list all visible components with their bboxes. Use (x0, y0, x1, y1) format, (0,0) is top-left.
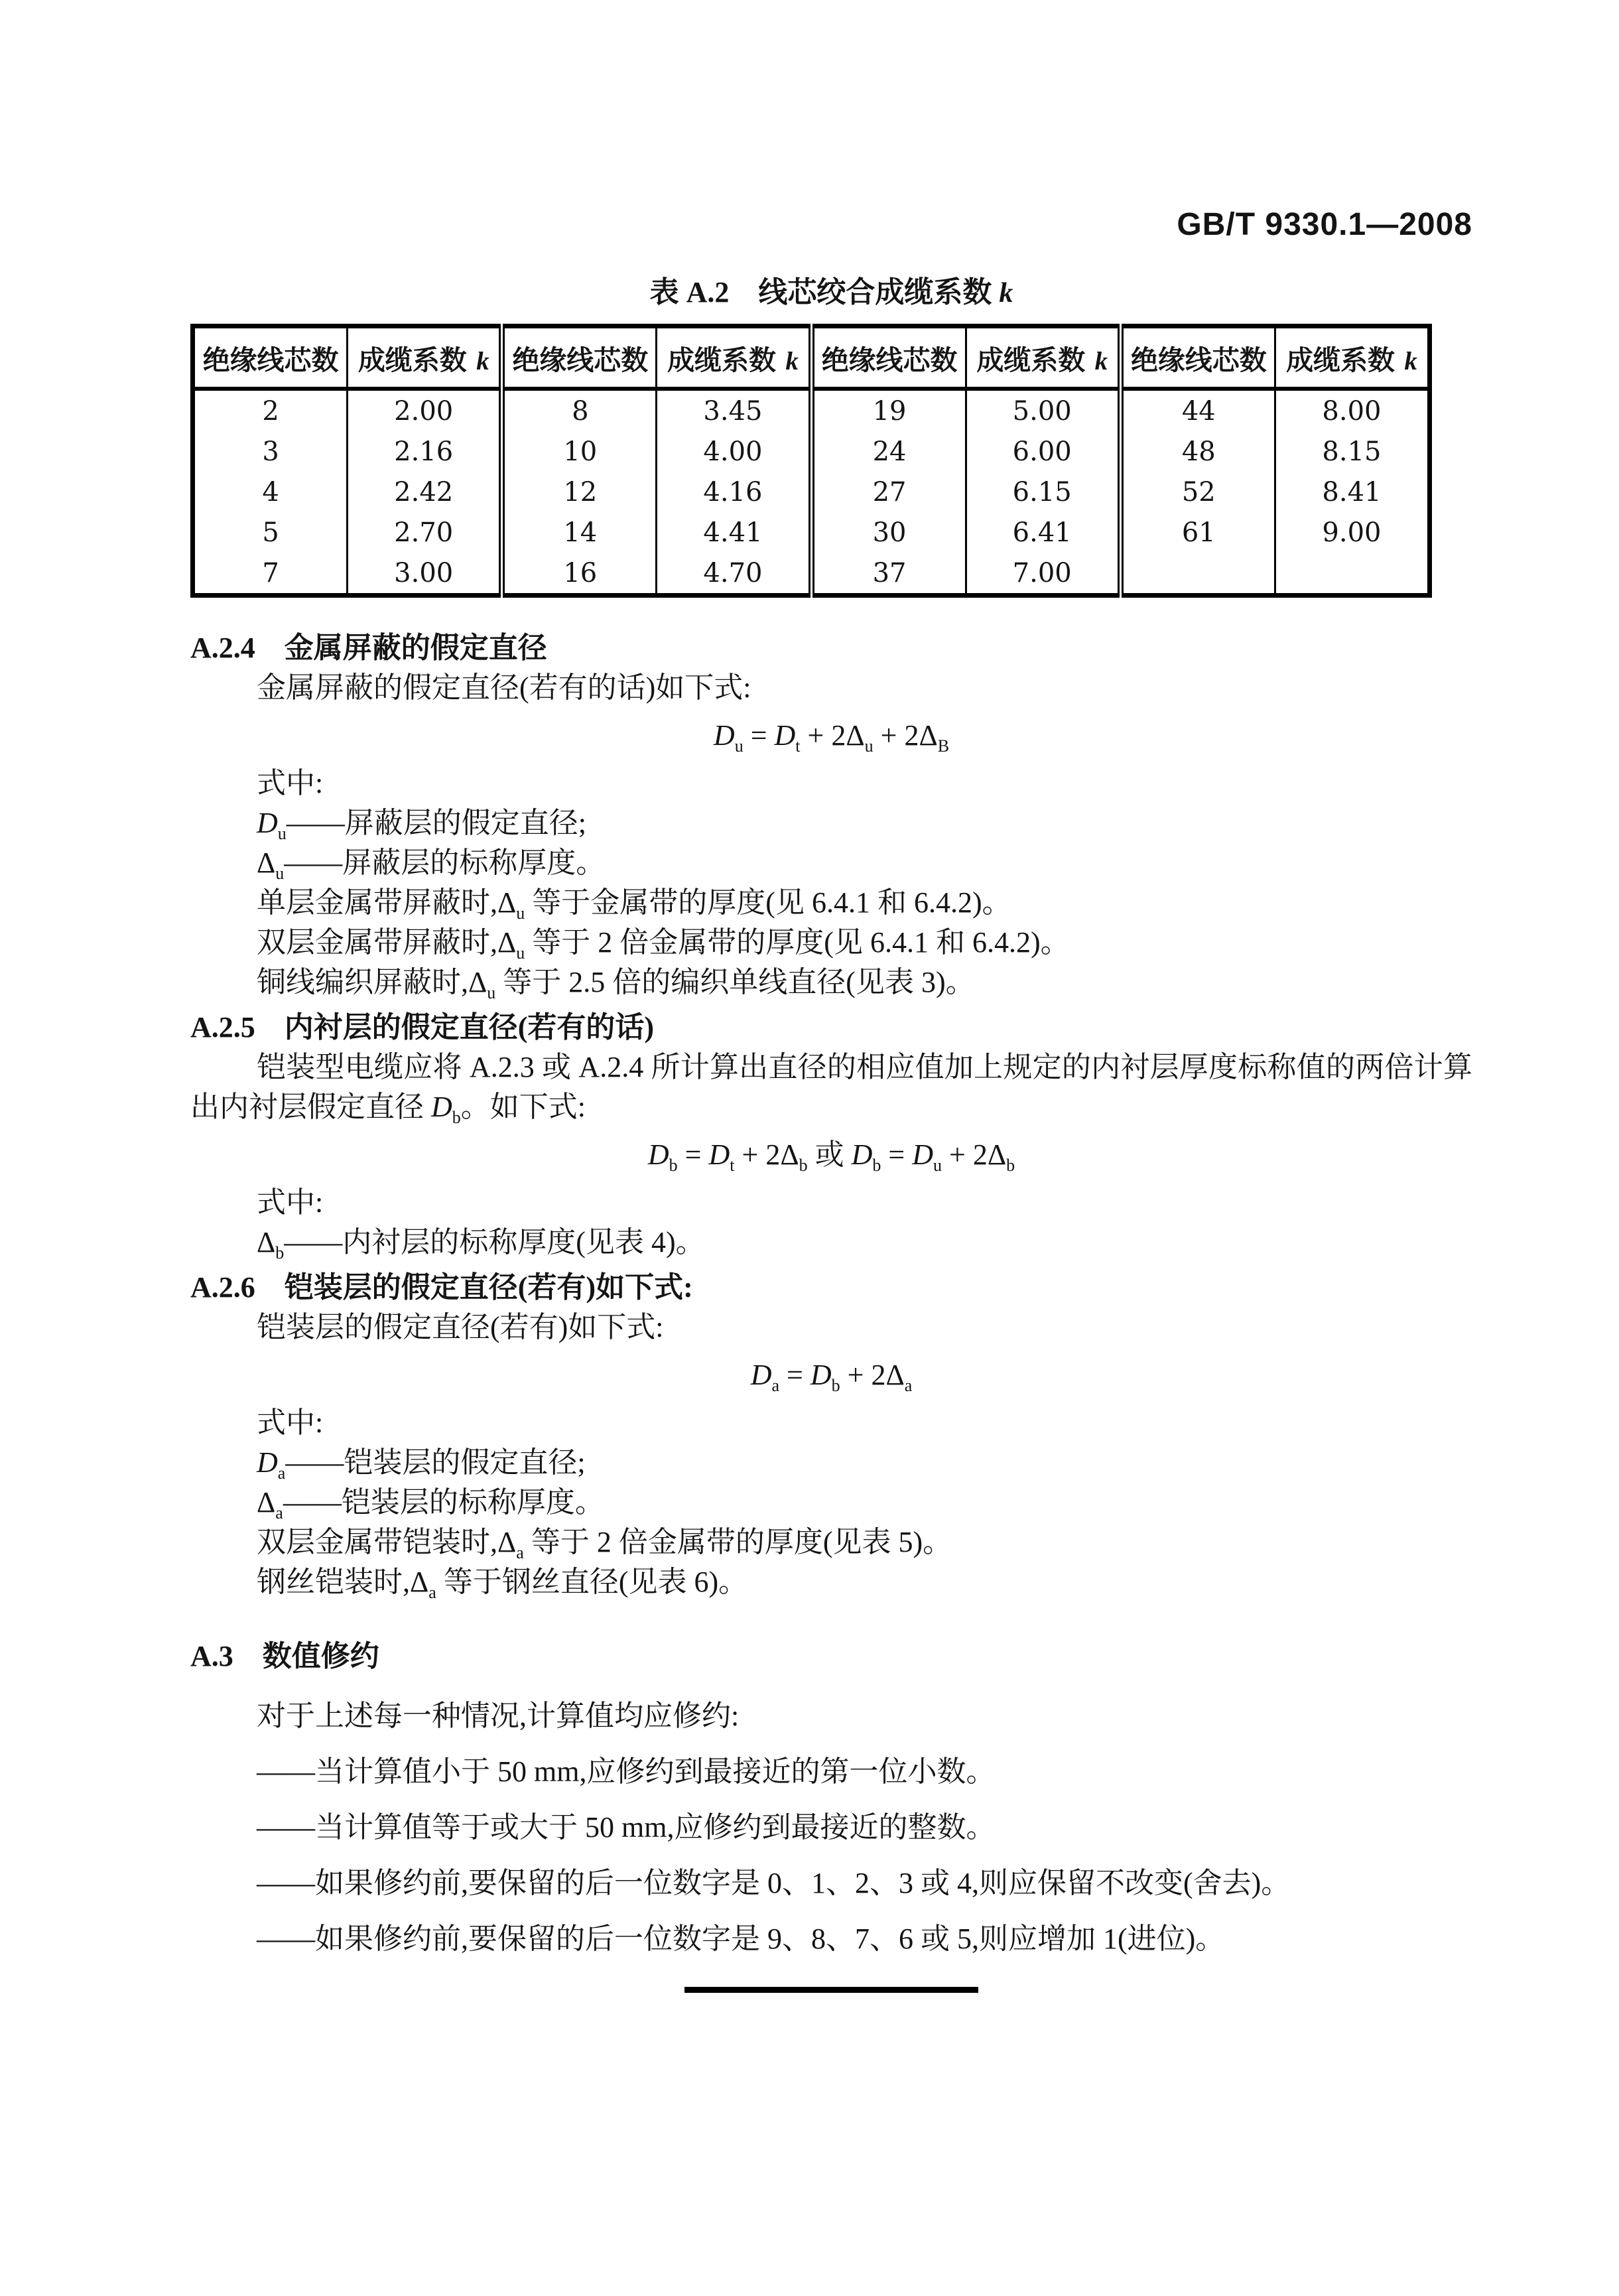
column-header: 成缆系数 k (657, 326, 811, 389)
column-header: 成缆系数 k (966, 326, 1120, 389)
table-cell: 10 (502, 431, 657, 472)
table-cell: 8 (502, 389, 657, 431)
table-cell: 5 (262, 517, 279, 548)
paragraph: 铠装层的假定直径(若有)如下式: (257, 1311, 664, 1343)
table-cell: 4 (262, 476, 279, 507)
table-cell: 3.45 (657, 389, 811, 431)
table-cell: 12 (502, 472, 657, 512)
paragraph: 对于上述每一种情况,计算值均应修约: (257, 1700, 740, 1732)
table-cell: 6.41 (966, 512, 1120, 553)
table-cell: 7.00 (966, 553, 1120, 596)
table-cell: 6.15 (966, 472, 1120, 512)
doc-number-header: GB/T 9330.1—2008 (1177, 207, 1472, 242)
table-row (193, 553, 1430, 596)
table-cell: 2.70 (348, 512, 502, 553)
section-heading: A.2.6 铠装层的假定直径(若有)如下式: (190, 1271, 693, 1304)
paragraph: $\Delta_a——$铠装层的标称厚度。 (257, 1486, 604, 1522)
paragraph: 双层金属带铠装时$,\Delta_a$ 等于 2 倍金属带的厚度(见表 5)。 (257, 1526, 952, 1562)
section-heading: A.2.5 内衬层的假定直径(若有的话) (190, 1011, 655, 1044)
formula-expression: $D_b = D_t + 2\Delta_b$ 或 $D_b = D_u + 2\Delta_b$ (647, 1138, 1015, 1175)
section-heading: A.3 数值修约 (190, 1640, 379, 1672)
table-cell: 61 (1120, 512, 1275, 553)
table-cell: 4.41 (657, 512, 811, 553)
end-divider (684, 1987, 978, 1993)
column-header: 成缆系数 k (1275, 326, 1429, 389)
table-body (193, 389, 1430, 596)
document-body (190, 628, 1472, 1959)
column-header: 绝缘线芯数 (1120, 326, 1275, 389)
table-cell: 52 (1120, 472, 1275, 512)
formula-expression: $D_a = D_b + 2\Delta_a$ (750, 1359, 913, 1395)
paragraph: 式中: (257, 767, 324, 799)
table-caption: 表 A.2 线芯绞合成缆系数 k (649, 276, 1013, 308)
table-cell: 19 (811, 389, 966, 431)
paragraph: 金属屏蔽的假定直径(若有的话)如下式: (257, 671, 751, 704)
table-cell: 2.00 (348, 389, 502, 431)
list-item: ——当计算值等于或大于 50 mm,应修约到最接近的整数。 (257, 1811, 996, 1844)
paragraph: 钢丝铠装时$,\Delta_a$ 等于钢丝直径(见表 6)。 (257, 1566, 748, 1602)
table-cell: 2.42 (348, 472, 502, 512)
formula (190, 716, 1472, 756)
paragraph: 铠装型电缆应将 A.2.3 或 A.2.4 所计算出直径的相应值加上规定的内衬层厚度标称值的两倍计算出内衬层假定直径 $D_b$。如下式: (190, 1051, 1472, 1127)
paragraph: $D_u——$屏蔽层的假定直径; (257, 807, 587, 843)
paragraph: 式中: (257, 1406, 324, 1439)
column-header: 绝缘线芯数 (202, 344, 339, 375)
column-header: 绝缘线芯数 (811, 326, 966, 389)
table-cell: 4.00 (657, 431, 811, 472)
list-item: ——如果修约前,要保留的后一位数字是 9、8、7、6 或 5,则应增加 1(进位)。 (257, 1923, 1225, 1955)
table-cell: 7 (262, 557, 279, 588)
table-cell: 24 (811, 431, 966, 472)
table-cell: 5.00 (966, 389, 1120, 431)
table-cell: 9.00 (1275, 512, 1429, 553)
table-cell: 16 (502, 553, 657, 596)
column-header: 成缆系数 k (348, 326, 502, 389)
list-item: ——如果修约前,要保留的后一位数字是 0、1、2、3 或 4,则应保留不改变(舍去)。 (257, 1867, 1291, 1899)
table-cell: 30 (811, 512, 966, 553)
table-row (193, 431, 1430, 472)
section-heading: A.2.4 金属屏蔽的假定直径 (190, 632, 547, 664)
table-cell: 4.16 (657, 472, 811, 512)
paragraph: $\Delta_b——$内衬层的标称厚度(见表 4)。 (257, 1226, 705, 1262)
formula (190, 1355, 1472, 1395)
table-cell (1275, 553, 1429, 596)
table-cell: 2.16 (348, 431, 502, 472)
table-cell: 8.00 (1275, 389, 1429, 431)
table-cell: 8.41 (1275, 472, 1429, 512)
formula-expression: $D_u = D_t + 2\Delta_u + 2\Delta_B$ (713, 719, 950, 756)
table-cell: 3 (262, 436, 279, 467)
column-header: 绝缘线芯数 (502, 326, 657, 389)
table-cell: 37 (811, 553, 966, 596)
table-cell: 4.70 (657, 553, 811, 596)
list-item: ——当计算值小于 50 mm,应修约到最接近的第一位小数。 (257, 1755, 996, 1788)
table-cell (1120, 553, 1275, 596)
table-header-row (193, 326, 1430, 389)
formula (190, 1135, 1472, 1175)
table-cell: 6.00 (966, 431, 1120, 472)
cabling-coefficient-table (190, 324, 1432, 598)
paragraph: 式中: (257, 1186, 324, 1219)
paragraph: 双层金属带屏蔽时$,\Delta_u$ 等于 2 倍金属带的厚度(见 6.4.1 和 6.4.2)。 (257, 926, 1070, 963)
table-cell: 3.00 (348, 553, 502, 596)
table-cell: 8.15 (1275, 431, 1429, 472)
table-cell: 27 (811, 472, 966, 512)
table-row (193, 472, 1430, 512)
table-cell: 14 (502, 512, 657, 553)
table-cell: 48 (1120, 431, 1275, 472)
table-cell: 2 (262, 395, 279, 427)
paragraph: $D_a——$铠装层的假定直径; (257, 1446, 586, 1483)
table-row (193, 512, 1430, 553)
paragraph: 单层金属带屏蔽时$,\Delta_u$ 等于金属带的厚度(见 6.4.1 和 6.4.2)。 (257, 886, 1011, 923)
paragraph: 铜线编织屏蔽时$,\Delta_u$ 等于 2.5 倍的编织单线直径(见表 3)。 (257, 966, 975, 1002)
table-cell: 44 (1120, 389, 1275, 431)
table-row (193, 389, 1430, 431)
paragraph: $\Delta_u——$屏蔽层的标称厚度。 (257, 846, 606, 883)
